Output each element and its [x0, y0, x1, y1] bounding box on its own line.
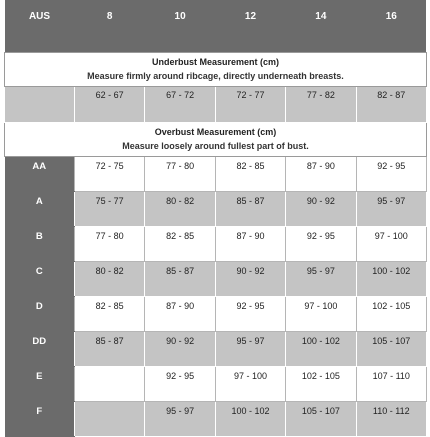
overbust-cell: 85 - 87 [145, 261, 215, 296]
overbust-cell: 95 - 97 [286, 261, 356, 296]
cup-label: F [5, 401, 75, 436]
cup-row-a [5, 191, 427, 226]
bra-size-chart [4, 0, 427, 437]
overbust-cell: 80 - 82 [145, 191, 215, 226]
underbust-cell: 72 - 77 [215, 86, 285, 122]
underbust-cell: 67 - 72 [145, 86, 215, 122]
cup-label: AA [5, 156, 75, 191]
overbust-cell: 100 - 102 [356, 261, 426, 296]
overbust-cell: 95 - 97 [356, 191, 426, 226]
overbust-cell: 95 - 97 [215, 331, 285, 366]
cup-row-f [5, 401, 427, 436]
overbust-cell: 90 - 92 [286, 191, 356, 226]
overbust-cell: 87 - 90 [215, 226, 285, 261]
size-column-header: 14 [286, 0, 356, 38]
overbust-cell: 92 - 95 [145, 366, 215, 401]
overbust-cell: 75 - 77 [75, 191, 145, 226]
cup-row-aa [5, 156, 427, 191]
overbust-cell: 110 - 112 [356, 401, 426, 436]
underbust-cell: 82 - 87 [356, 86, 426, 122]
overbust-heading-row [5, 122, 427, 156]
cup-label: E [5, 366, 75, 401]
size-header-row [5, 0, 427, 38]
overbust-title: Overbust Measurement (cm) [154, 127, 277, 137]
underbust-instruction: Measure firmly around ribcage, directly underneath breasts. [87, 71, 344, 81]
overbust-cell: 102 - 105 [286, 366, 356, 401]
overbust-cell [75, 401, 145, 436]
cup-label: B [5, 226, 75, 261]
cup-row-d [5, 296, 427, 331]
overbust-cell [75, 366, 145, 401]
overbust-cell: 105 - 107 [286, 401, 356, 436]
underbust-heading-row [5, 52, 427, 86]
overbust-cell: 100 - 102 [286, 331, 356, 366]
overbust-cell: 97 - 100 [215, 366, 285, 401]
overbust-cell: 97 - 100 [286, 296, 356, 331]
underbust-title: Underbust Measurement (cm) [151, 57, 279, 67]
overbust-cell: 107 - 110 [356, 366, 426, 401]
overbust-cell: 82 - 85 [75, 296, 145, 331]
overbust-cell: 72 - 75 [75, 156, 145, 191]
underbust-heading [5, 52, 427, 86]
size-column-header: 10 [145, 0, 215, 38]
overbust-cell: 82 - 85 [145, 226, 215, 261]
underbust-cell: 62 - 67 [75, 86, 145, 122]
overbust-cell: 92 - 95 [286, 226, 356, 261]
overbust-cell: 97 - 100 [356, 226, 426, 261]
overbust-cell: 82 - 85 [215, 156, 285, 191]
overbust-cell: 100 - 102 [215, 401, 285, 436]
cup-row-e [5, 366, 427, 401]
overbust-cell: 90 - 92 [215, 261, 285, 296]
overbust-instruction: Measure loosely around fullest part of bust. [122, 141, 309, 151]
cup-label: DD [5, 331, 75, 366]
size-column-header: 8 [75, 0, 145, 38]
overbust-cell: 85 - 87 [215, 191, 285, 226]
underbust-cell: 77 - 82 [286, 86, 356, 122]
cup-label: A [5, 191, 75, 226]
underbust-values-row [5, 86, 427, 122]
overbust-cell: 80 - 82 [75, 261, 145, 296]
overbust-cell: 102 - 105 [356, 296, 426, 331]
overbust-cell: 87 - 90 [286, 156, 356, 191]
header-spacer [5, 38, 427, 52]
underbust-row-label [5, 86, 75, 122]
overbust-cell: 87 - 90 [145, 296, 215, 331]
size-column-header: 12 [215, 0, 285, 38]
region-label: AUS [5, 0, 75, 38]
overbust-cell: 90 - 92 [145, 331, 215, 366]
overbust-cell: 95 - 97 [145, 401, 215, 436]
cup-label: C [5, 261, 75, 296]
overbust-cell: 92 - 95 [215, 296, 285, 331]
cup-row-c [5, 261, 427, 296]
cup-row-dd [5, 331, 427, 366]
overbust-heading [5, 122, 427, 156]
size-column-header: 16 [356, 0, 426, 38]
overbust-cell: 105 - 107 [356, 331, 426, 366]
overbust-cell: 77 - 80 [75, 226, 145, 261]
cup-label: D [5, 296, 75, 331]
overbust-cell: 92 - 95 [356, 156, 426, 191]
overbust-cell: 77 - 80 [145, 156, 215, 191]
cup-row-b [5, 226, 427, 261]
overbust-cell: 85 - 87 [75, 331, 145, 366]
